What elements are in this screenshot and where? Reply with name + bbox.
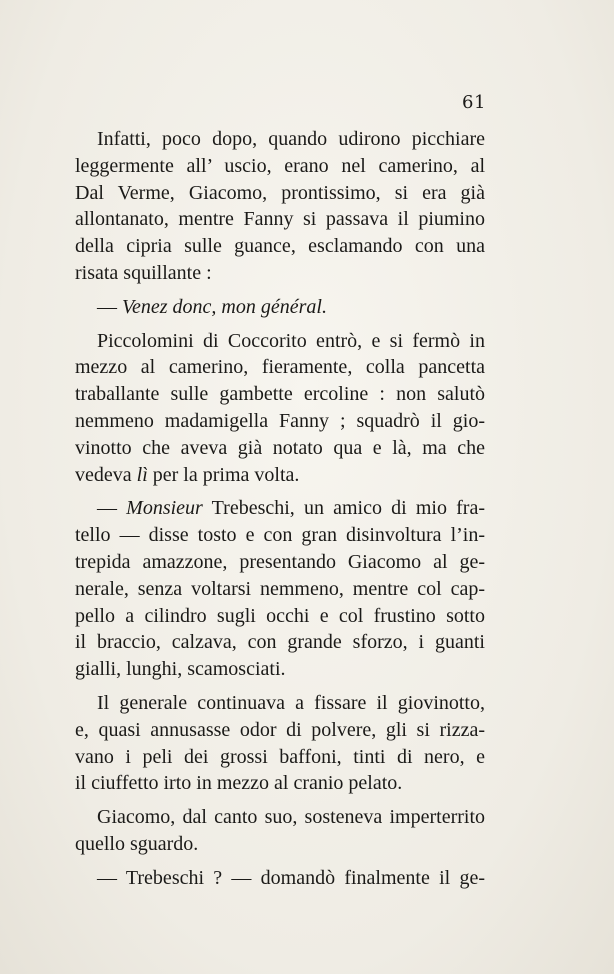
text-line: nerale, senza voltarsi nemmeno, mentre col cap- bbox=[75, 577, 485, 600]
text-line: il braccio, calzava, con grande sforzo, i guanti bbox=[75, 631, 485, 654]
text-line: — Trebeschi ? — domandò finalmente il ge- bbox=[97, 866, 485, 889]
text-line: trepida amazzone, presentando Giacomo al ge- bbox=[75, 550, 485, 573]
text-line: il ciuffetto irto in mezzo al cranio pelato. bbox=[75, 772, 403, 795]
text-line: tello — disse tosto e con gran disinvoltura l’in- bbox=[75, 524, 485, 547]
text-line: pello a cilindro sugli occhi e col frustino sotto bbox=[75, 604, 485, 627]
text-line: quello sguardo. bbox=[75, 832, 199, 855]
italic-run: Venez donc, mon général. bbox=[122, 295, 327, 318]
text-run: Trebeschi, un amico di mio fra- bbox=[202, 497, 485, 520]
italic-run: Monsieur bbox=[126, 497, 203, 520]
text-line: leggermente all’ uscio, erano nel camerino, al bbox=[75, 154, 485, 177]
text-line bbox=[75, 495, 485, 522]
text-line: e, quasi annusasse odor di polvere, gli si rizza- bbox=[75, 718, 485, 741]
text-line: della cipria sulle guance, esclamando con una bbox=[75, 235, 485, 258]
text-line: Il generale continuava a fissare il giovinotto, bbox=[97, 691, 485, 714]
text-run: vedeva bbox=[75, 463, 137, 486]
text-line: allontanato, mentre Fanny si passava il piumino bbox=[75, 208, 485, 231]
text-run: — bbox=[97, 497, 127, 520]
page-number: 61 bbox=[462, 92, 486, 113]
text-line: nemmeno madamigella Fanny ; squadrò il gio- bbox=[75, 409, 485, 432]
text-line bbox=[75, 462, 485, 489]
paragraph bbox=[75, 126, 485, 287]
text-line: gialli, lunghi, scamosciati. bbox=[75, 658, 286, 681]
paragraph bbox=[75, 690, 485, 797]
text-line: Piccolomini di Coccorito entrò, e si fermò in bbox=[97, 329, 485, 352]
text-line bbox=[75, 294, 485, 321]
text-line: risata squillante : bbox=[75, 261, 212, 284]
text-run: per la prima volta. bbox=[147, 463, 300, 486]
body-text bbox=[75, 126, 485, 892]
text-line: vinotto che aveva già notato qua e là, ma che bbox=[75, 436, 485, 459]
text-line: Infatti, poco dopo, quando udirono picchiare bbox=[97, 128, 485, 150]
paragraph bbox=[75, 804, 485, 858]
paragraph bbox=[75, 294, 485, 321]
italic-run: lì bbox=[136, 463, 148, 486]
text-line: traballante sulle gambette ercoline : non salutò bbox=[75, 383, 485, 406]
paragraph bbox=[75, 328, 485, 489]
paragraph bbox=[75, 865, 485, 892]
text-line: Dal Verme, Giacomo, prontissimo, si era già bbox=[75, 181, 485, 204]
text-run: — bbox=[97, 295, 122, 318]
text-line: mezzo al camerino, fieramente, colla pancetta bbox=[75, 356, 485, 379]
paragraph bbox=[75, 495, 485, 683]
text-line: vano i peli dei grossi baffoni, tinti di nero, e bbox=[75, 745, 485, 768]
text-line: Giacomo, dal canto suo, sosteneva imperterrito bbox=[97, 806, 485, 829]
